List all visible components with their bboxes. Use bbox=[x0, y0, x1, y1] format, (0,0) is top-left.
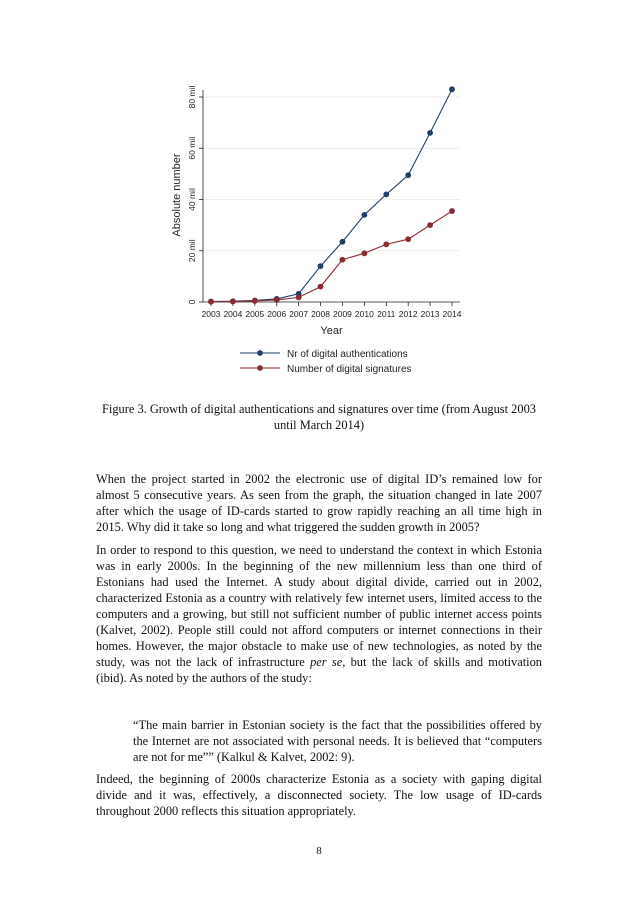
x-tick-label: 2012 bbox=[398, 309, 418, 319]
series-2-point bbox=[208, 299, 214, 305]
chart-gridlines bbox=[203, 97, 460, 251]
legend-label: Number of digital signatures bbox=[287, 364, 412, 375]
y-axis-ticks bbox=[187, 86, 203, 305]
paragraph-1: When the project started in 2002 the electronic use of digital ID’s remained low for almost 5 consecutive years. As seen from the graph, the situation changed in late 2007 after which the usage of ID-cards started to grow rapidly reaching an all time high in 2015. Why did it take so long and what triggered the sudden growth in 2005? bbox=[96, 472, 542, 534]
series-2-point bbox=[405, 236, 411, 242]
paragraph-2-text-end: , but the lack of skills and motivation (ibid). As noted by the authors of the study: bbox=[96, 655, 542, 685]
series-1-point bbox=[427, 130, 433, 136]
series-2-point bbox=[383, 241, 389, 247]
x-tick-label: 2009 bbox=[332, 309, 352, 319]
series-1-line bbox=[211, 89, 452, 301]
x-tick-label: 2013 bbox=[420, 309, 440, 319]
legend-label: Nr of digital authentications bbox=[287, 349, 408, 360]
y-tick-label: 80 mil bbox=[187, 85, 197, 109]
x-tick-label: 2005 bbox=[245, 309, 265, 319]
chart-legend bbox=[240, 349, 412, 375]
x-tick-label: 2010 bbox=[354, 309, 374, 319]
series-2-point bbox=[340, 257, 346, 263]
x-tick-label: 2014 bbox=[442, 309, 462, 319]
figure-caption: Figure 3. Growth of digital authentications and signatures over time (from August 2003 until March 2014) bbox=[102, 402, 536, 432]
legend-marker bbox=[257, 350, 263, 356]
series-1-point bbox=[340, 239, 346, 245]
y-tick-label: 40 mil bbox=[187, 188, 197, 211]
series-2-point bbox=[230, 299, 236, 305]
paragraph-2 bbox=[96, 542, 542, 686]
paragraph-2-text-start: In order to respond to this question, we need to understand the context in which Estonia was in early 2000s. In the beginning of the new millennium less than one third of Estonians had used the Internet. A study about digital divide, carried out in 2002, characterized Estonia as a country with relatively few internet users, limited access to the computers and a growing, but still not sufficient number of public internet access points (Kalvet, 2002). People still could not afford computers or internet connections in their homes. However, the major obstacle to make use of new technologies, as noted by the study, was not the lack of infrastructure bbox=[96, 543, 542, 669]
series-1-point bbox=[383, 191, 389, 197]
legend-marker bbox=[257, 365, 263, 371]
y-tick-label: 20 mil bbox=[187, 239, 197, 263]
y-axis-label: Absolute number bbox=[171, 153, 183, 237]
chart-series bbox=[208, 86, 455, 304]
series-2-point bbox=[318, 284, 324, 290]
series-2-line bbox=[211, 211, 452, 302]
series-1-point bbox=[361, 212, 367, 218]
y-tick-label: 0 bbox=[187, 299, 197, 305]
line-chart bbox=[0, 0, 638, 400]
x-tick-label: 2007 bbox=[289, 309, 309, 319]
x-tick-label: 2006 bbox=[267, 309, 287, 319]
page-number: 8 bbox=[316, 845, 322, 857]
x-axis-ticks bbox=[202, 302, 462, 319]
series-2-point bbox=[274, 297, 280, 303]
x-axis-label: Year bbox=[320, 325, 343, 337]
series-2-point bbox=[296, 294, 302, 300]
paragraph-2-emphasis: per se bbox=[310, 655, 343, 669]
x-tick-label: 2008 bbox=[311, 309, 331, 319]
series-2-point bbox=[252, 298, 258, 304]
paragraph-3: Indeed, the beginning of 2000s characterize Estonia as a society with gaping digital divide and it was, effectively, a disconnected society. The low usage of ID-cards throughout 2000 reflects this situation appropriately. bbox=[96, 772, 542, 818]
series-2-point bbox=[427, 222, 433, 228]
series-1-point bbox=[405, 172, 411, 178]
x-tick-label: 2004 bbox=[223, 309, 243, 319]
x-tick-label: 2003 bbox=[201, 309, 221, 319]
x-tick-label: 2011 bbox=[377, 309, 396, 319]
series-1-point bbox=[449, 86, 455, 92]
series-1-point bbox=[318, 263, 324, 269]
series-2-point bbox=[361, 250, 367, 256]
y-tick-label: 60 mil bbox=[187, 136, 197, 160]
block-quote: “The main barrier in Estonian society is the fact that the possibilities offered by the Internet are not associated with personal needs. It is believed that “computers are not for me”” (Kalkul & Kalvet, 2002: 9). bbox=[133, 718, 542, 764]
series-2-point bbox=[449, 208, 455, 214]
